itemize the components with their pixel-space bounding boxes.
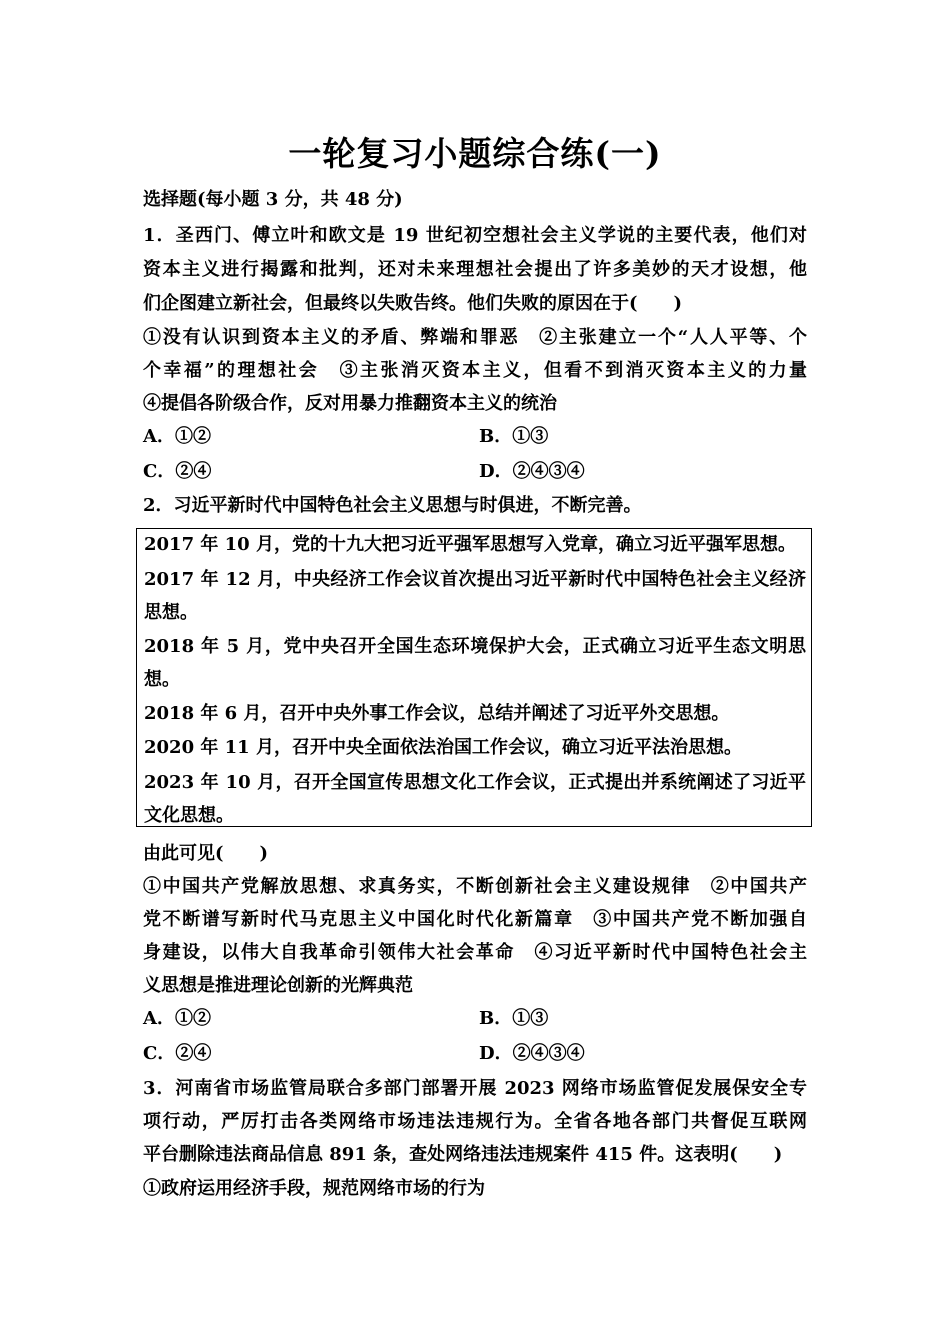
material-line: 想。 <box>144 669 180 690</box>
material-line: 2017 年 12 月，中央经济工作会议首次提出习近平新时代中国特色社会主义经济 <box>144 569 806 590</box>
q3-stem-line: 3．河南省市场监管局联合多部门部署开展 2023 网络市场监管促发展保安全专 <box>143 1078 807 1099</box>
q2-option-b: B．①③ <box>479 1008 549 1029</box>
q1-option-d: D．②④③④ <box>479 461 585 482</box>
q2-option-c: C．②④ <box>143 1043 212 1064</box>
material-line: 2018 年 5 月，党中央召开全国生态环境保护大会，正式确立习近平生态文明思 <box>144 636 806 657</box>
material-line: 2018 年 6 月，召开中央外事工作会议，总结并阐述了习近平外交思想。 <box>144 703 730 724</box>
q2-material-box <box>136 528 812 827</box>
q1-statement-line: ④提倡各阶级合作，反对用暴力推翻资本主义的统治 <box>143 393 557 414</box>
q2-ask: 由此可见( ) <box>143 843 269 864</box>
material-line: 文化思想。 <box>144 805 234 826</box>
q3-statement-line: ①政府运用经济手段，规范网络市场的行为 <box>143 1178 485 1199</box>
q1-stem-line: 资本主义进行揭露和批判，还对未来理想社会提出了许多美妙的天才设想，他 <box>143 259 807 280</box>
q2-statement-line: ①中国共产党解放思想、求真务实，不断创新社会主义建设规律 ②中国共产 <box>143 876 807 897</box>
q1-option-c: C．②④ <box>143 461 212 482</box>
q1-option-a: A．①② <box>143 426 211 447</box>
document-title: 一轮复习小题综合练(一) <box>288 134 662 173</box>
material-line: 2020 年 11 月，召开中央全面依法治国工作会议，确立习近平法治思想。 <box>144 737 742 758</box>
q2-statement-line: 党不断谱写新时代马克思主义中国化时代化新篇章 ③中国共产党不断加强自 <box>143 909 807 930</box>
q2-stem: 2．习近平新时代中国特色社会主义思想与时俱进，不断完善。 <box>143 495 642 516</box>
q2-statement-line: 义思想是推进理论创新的光辉典范 <box>143 975 413 996</box>
q3-stem-line: 平台删除违法商品信息 891 条，查处网络违法违规案件 415 件。这表明( ) <box>143 1144 783 1165</box>
q1-statement-line: 个幸福”的理想社会 ③主张消灭资本主义，但看不到消灭资本主义的力量 <box>143 360 807 381</box>
q1-option-b: B．①③ <box>479 426 549 447</box>
section-heading: 选择题(每小题 3 分，共 48 分) <box>143 189 403 210</box>
q1-stem-line: 1．圣西门、傅立叶和欧文是 19 世纪初空想社会主义学说的主要代表，他们对 <box>143 225 807 246</box>
q1-statement-line: ①没有认识到资本主义的矛盾、弊端和罪恶 ②主张建立一个“人人平等、个 <box>143 327 807 348</box>
material-line: 2017 年 10 月，党的十九大把习近平强军思想写入党章，确立习近平强军思想。 <box>144 534 796 555</box>
material-line: 2023 年 10 月，召开全国宣传思想文化工作会议，正式提出并系统阐述了习近平 <box>144 772 806 793</box>
q3-stem-line: 项行动，严厉打击各类网络市场违法违规行为。全省各地各部门共督促互联网 <box>143 1111 807 1132</box>
material-line: 思想。 <box>144 602 198 623</box>
q2-option-d: D．②④③④ <box>479 1043 585 1064</box>
q1-stem-line: 们企图建立新社会，但最终以失败告终。他们失败的原因在于( ) <box>143 293 683 314</box>
q2-option-a: A．①② <box>143 1008 211 1029</box>
q2-statement-line: 身建设，以伟大自我革命引领伟大社会革命 ④习近平新时代中国特色社会主 <box>143 942 807 963</box>
